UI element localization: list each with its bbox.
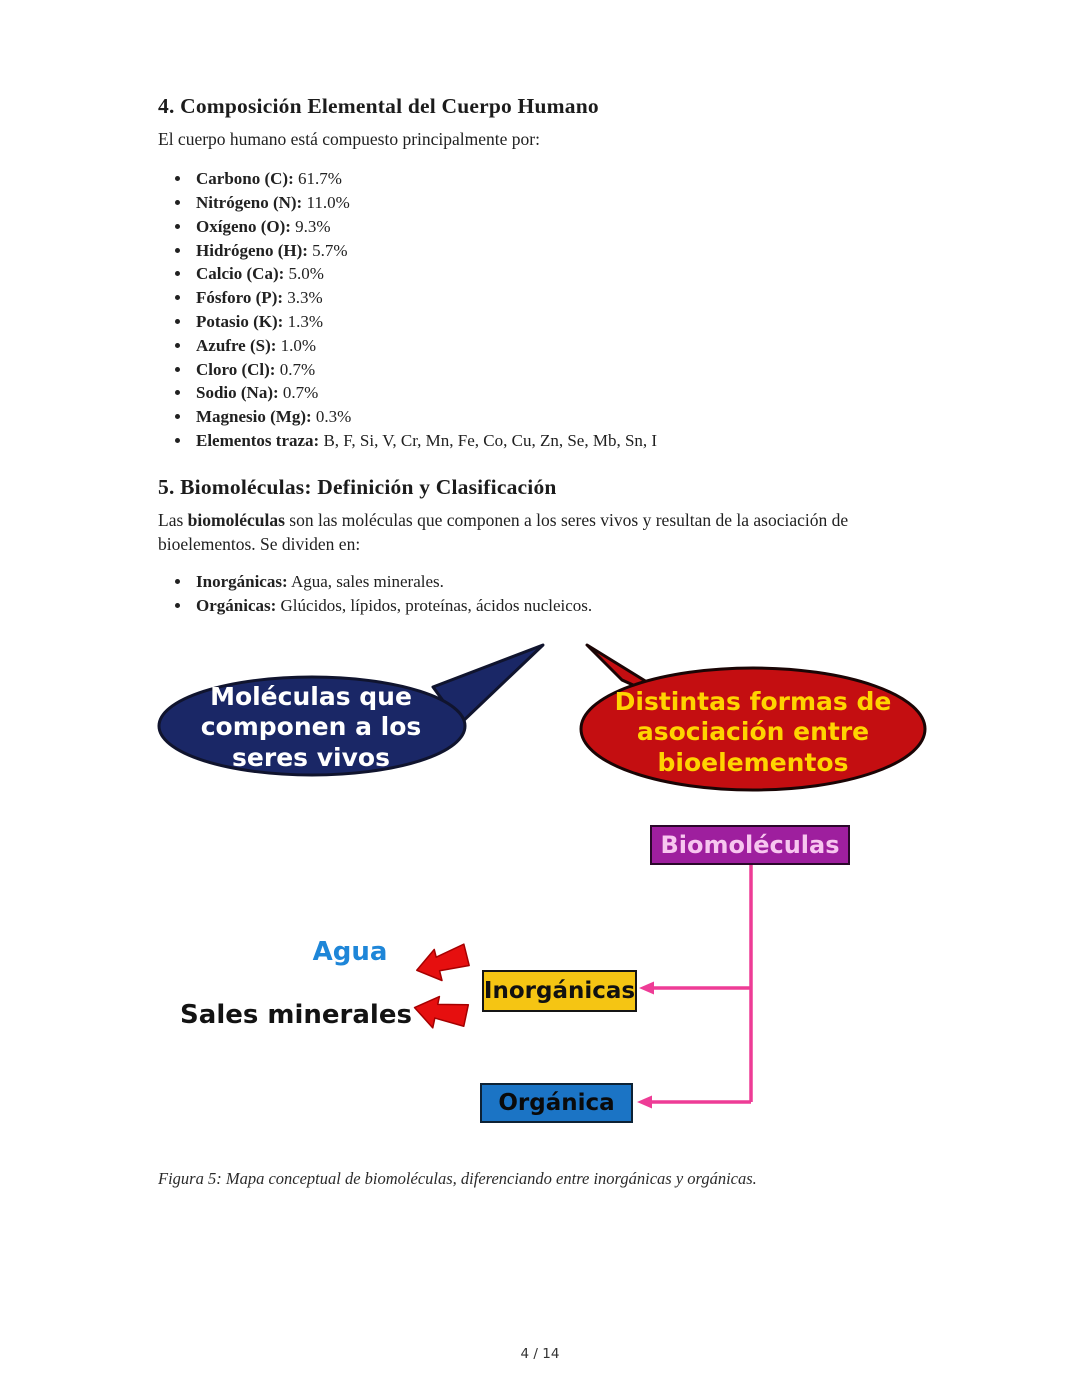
organica-node: Orgánica [480, 1083, 633, 1123]
element-name: Fósforo (P): [196, 288, 284, 308]
element-value: B, F, Si, V, Cr, Mn, Fe, Co, Cu, Zn, Se, Mb, Sn, I [323, 430, 658, 450]
element-name: Elementos traza: [196, 430, 320, 450]
element-composition-list [158, 167, 922, 453]
agua-label: Agua [312, 936, 388, 967]
list-item [192, 334, 922, 358]
element-value: 0.3% [315, 407, 352, 427]
right-speech-bubble-text: Distintas formas de asociación entre bioelementos [614, 686, 892, 777]
element-value: 5.0% [288, 264, 324, 284]
section-5-intro [158, 508, 922, 556]
inorganicas-node: Inorgánicas [482, 970, 637, 1012]
intro-bold-term: biomoléculas [187, 509, 285, 530]
element-name: Cloro (Cl): [196, 359, 276, 379]
connector-lines [648, 865, 751, 1102]
element-value: 1.0% [280, 335, 317, 355]
list-item [192, 429, 922, 453]
element-value: 0.7% [279, 359, 316, 379]
list-item [192, 262, 922, 286]
sales-minerales-label: Sales minerales [180, 999, 412, 1030]
concept-map-figure [0, 630, 1080, 1165]
element-name: Hidrógeno (H): [196, 240, 308, 260]
element-name: Magnesio (Mg): [196, 407, 312, 427]
element-name: Oxígeno (O): [196, 216, 291, 236]
section-4-heading: 4. Composición Elemental del Cuerpo Humano [158, 94, 599, 118]
type-name: Inorgánicas: [196, 571, 288, 591]
list-item [192, 594, 922, 618]
list-item [192, 286, 922, 310]
element-name: Sodio (Na): [196, 383, 279, 403]
element-value: 9.3% [295, 216, 331, 236]
list-item [192, 570, 922, 594]
document-body [158, 0, 922, 618]
figure-caption: Figura 5: Mapa conceptual de biomoléculas, diferenciando entre inorgánicas y orgánicas. [158, 1168, 757, 1188]
page-number: 4 / 14 [520, 1346, 560, 1362]
connector-arrowheads [637, 981, 654, 1108]
list-item [192, 191, 922, 215]
list-item [192, 381, 922, 405]
section-5-heading: 5. Biomoléculas: Definición y Clasificación [158, 474, 557, 499]
element-value: 61.7% [298, 169, 342, 189]
list-item [192, 310, 922, 334]
list-item [192, 167, 922, 191]
element-value: 0.7% [282, 383, 319, 403]
type-name: Orgánicas: [196, 595, 277, 615]
intro-text: son las moléculas que componen a los seres vivos y resultan de la asociación de bioelementos. Se dividen en: [158, 509, 849, 554]
biomolecule-types-list [158, 570, 922, 618]
element-value: 5.7% [312, 240, 348, 260]
type-value: Glúcidos, lípidos, proteínas, ácidos nucleicos. [280, 595, 593, 615]
element-name: Nitrógeno (N): [196, 192, 303, 212]
section-4-intro: El cuerpo humano está compuesto principalmente por: [158, 129, 540, 149]
list-item [192, 215, 922, 239]
element-value: 3.3% [287, 288, 323, 308]
list-item [192, 405, 922, 429]
element-value: 1.3% [287, 311, 324, 331]
element-name: Potasio (K): [196, 311, 284, 331]
element-name: Azufre (S): [196, 335, 277, 355]
element-value: 11.0% [306, 192, 350, 212]
red-arrow-icon [413, 942, 471, 986]
list-item [192, 239, 922, 263]
biomoleculas-node: Biomoléculas [650, 825, 850, 865]
type-value: Agua, sales minerales. [290, 571, 444, 591]
left-speech-bubble-text: Moléculas que componen a los seres vivos [200, 681, 422, 772]
element-name: Carbono (C): [196, 169, 294, 189]
element-name: Calcio (Ca): [196, 264, 285, 284]
list-item [192, 358, 922, 382]
intro-text: Las [158, 509, 188, 530]
